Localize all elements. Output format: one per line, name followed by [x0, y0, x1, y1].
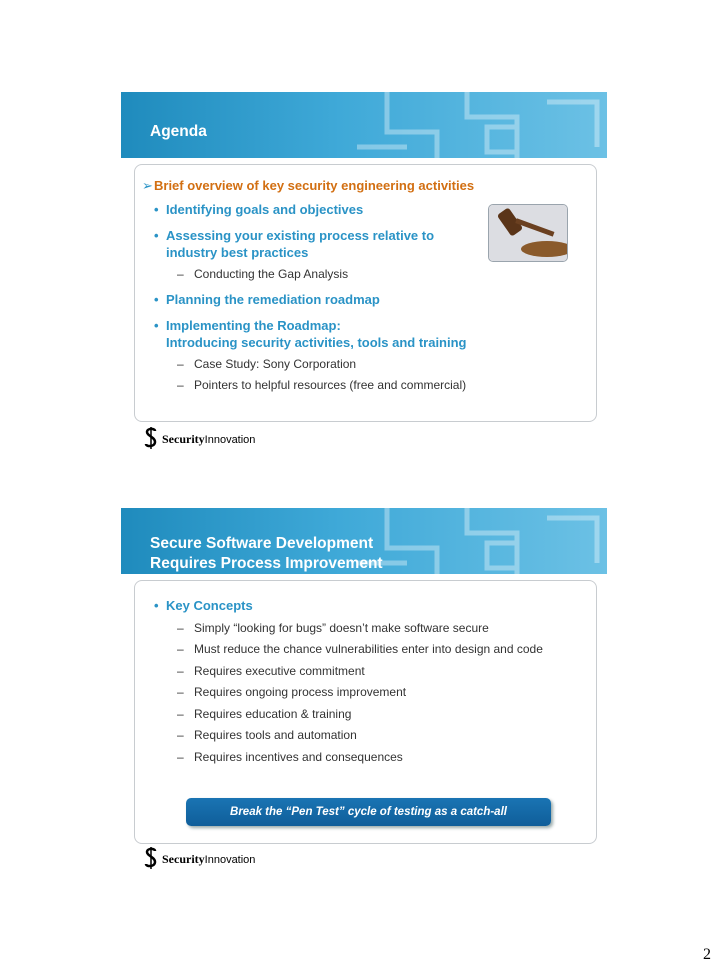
slide-title-line2: Requires Process Improvement: [150, 555, 383, 572]
bullet-icon: •: [154, 292, 159, 307]
circuit-pattern-graphic: [347, 92, 607, 158]
agenda-subitem-case-study: – Case Study: Sony Corporation: [177, 357, 357, 371]
agenda-item-assessing: • Assessing your existing process relative to: [154, 228, 435, 243]
gavel-image: [488, 204, 568, 262]
concept-point: – Simply “looking for bugs” doesn’t make software secure: [177, 621, 489, 635]
concept-point: – Requires incentives and consequences: [177, 750, 403, 764]
concept-point: – Requires executive commitment: [177, 664, 365, 678]
concept-point: – Must reduce the chance vulnerabilities enter into design and code: [177, 642, 543, 656]
slide-header: [121, 92, 607, 158]
agenda-item-goals: • Identifying goals and objectives: [154, 202, 364, 217]
concept-point: – Requires tools and automation: [177, 728, 357, 742]
circuit-pattern-graphic: [347, 508, 607, 574]
slide-secure-development: Secure Software Development Requires Process Improvement • Key Concepts – Simply “looking for bugs” doesn’t make software secure – Must reduce the chance vulnerabilities enter into design and code – Requires executive commitment – Requires ongoing process improvement – Requires education & training – Requires tools and automation – Requires incentives and consequences Break the “Pen Test” cycle of testing as a catch-all SecurityInnovation: [121, 508, 607, 878]
slide-header: [121, 508, 607, 574]
bullet-icon: •: [154, 598, 159, 613]
pen-test-callout: Break the “Pen Test” cycle of testing as a catch-all: [186, 798, 551, 826]
concept-point: – Requires education & training: [177, 707, 352, 721]
bullet-icon: •: [154, 318, 159, 333]
agenda-item-implementing: • Implementing the Roadmap:: [154, 318, 341, 333]
agenda-item-planning: • Planning the remediation roadmap: [154, 292, 380, 307]
security-innovation-logo-icon: [143, 427, 159, 449]
slide-agenda: Agenda ➢ Brief overview of key security engineering activities • Identifying goals and objectives • Assessing your existing process relative to industry best practices – Conducting the Gap Analysis • Planning the remediation roadmap • Implementing the Roadmap: Introducing security activities, tools and training – Case Study: Sony Corporation – Pointers to helpful resources (free and commercial) SecurityInnovation: [121, 92, 607, 462]
agenda-item-overview: ➢ Brief overview of key security engineering activities: [142, 178, 475, 193]
agenda-item-implementing-cont: Introducing security activities, tools and training: [166, 335, 467, 350]
agenda-subitem-pointers: – Pointers to helpful resources (free and commercial): [177, 378, 467, 392]
security-innovation-logo-icon: [143, 847, 159, 869]
page-number: 2: [703, 946, 711, 963]
bullet-icon: •: [154, 228, 159, 243]
bullet-icon: •: [154, 202, 159, 217]
agenda-item-assessing-cont: industry best practices: [166, 245, 309, 260]
slide-title: Agenda: [150, 123, 207, 140]
agenda-subitem-gap: – Conducting the Gap Analysis: [177, 267, 349, 281]
slide-title-line1: Secure Software Development: [150, 535, 374, 552]
concept-point: – Requires ongoing process improvement: [177, 685, 407, 699]
key-concepts-heading: • Key Concepts: [154, 598, 253, 613]
arrow-bullet-icon: ➢: [142, 178, 153, 193]
